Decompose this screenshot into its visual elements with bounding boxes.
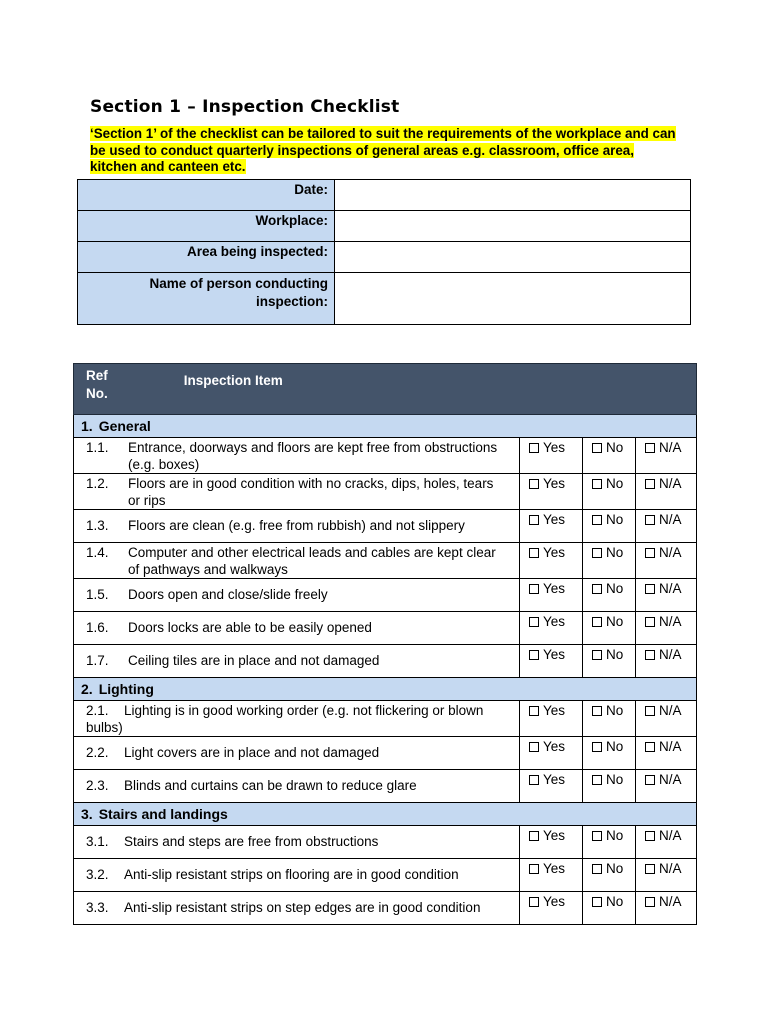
- item-description: Light covers are in place and not damaged: [124, 745, 380, 760]
- no-checkbox[interactable]: [592, 584, 602, 594]
- item-description: Floors are clean (e.g. free from rubbish) and not slippery: [128, 518, 465, 533]
- item-ref: 1.5.: [86, 587, 109, 602]
- checklist-row: [74, 438, 697, 474]
- inspection-item-cell: [74, 859, 520, 892]
- option-label: N/A: [659, 647, 682, 662]
- item-description: Anti-slip resistant strips on flooring are in good condition: [124, 867, 459, 882]
- option-label: Yes: [543, 894, 566, 909]
- na-checkbox-cell: [636, 474, 697, 510]
- yes-checkbox-cell: [520, 543, 583, 579]
- yes-checkbox-cell: [520, 612, 583, 645]
- no-checkbox-cell: [583, 701, 636, 737]
- option-label: N/A: [659, 581, 682, 596]
- checklist-row: [74, 826, 697, 859]
- area-label: Area being inspected:: [78, 242, 335, 273]
- option-label: No: [606, 614, 624, 629]
- checklist-row: [74, 579, 697, 612]
- yes-checkbox-cell: [520, 826, 583, 859]
- yes-checkbox[interactable]: [529, 650, 539, 660]
- yes-checkbox-cell: [520, 770, 583, 803]
- no-checkbox[interactable]: [592, 548, 602, 558]
- checklist-row: [74, 892, 697, 925]
- option-label: N/A: [659, 545, 682, 560]
- item-ref: 3.3.: [86, 900, 109, 915]
- option-label: No: [606, 476, 624, 491]
- section-title-text: Lighting: [98, 681, 154, 697]
- option-label: No: [606, 512, 624, 527]
- item-description: Ceiling tiles are in place and not damaged: [128, 653, 380, 668]
- yes-checkbox[interactable]: [529, 897, 539, 907]
- no-checkbox[interactable]: [592, 864, 602, 874]
- inspection-item-cell: [74, 826, 520, 859]
- option-label: Yes: [543, 545, 566, 560]
- ref-no-header: [74, 364, 108, 403]
- inspection-item-cell: [74, 645, 520, 678]
- option-label: N/A: [659, 894, 682, 909]
- section-header-row: [74, 415, 697, 438]
- checklist-row: [74, 474, 697, 510]
- yes-checkbox[interactable]: [529, 443, 539, 453]
- na-checkbox-cell: [636, 543, 697, 579]
- checklist-row: [74, 770, 697, 803]
- checklist-header: [74, 364, 697, 415]
- option-label: Yes: [543, 828, 566, 843]
- inspection-item-cell: [74, 474, 520, 510]
- na-checkbox[interactable]: [645, 617, 655, 627]
- option-label: N/A: [659, 440, 682, 455]
- no-checkbox-cell: [583, 645, 636, 678]
- date-field[interactable]: [335, 180, 691, 211]
- item-description: Doors open and close/slide freely: [128, 587, 328, 602]
- option-label: N/A: [659, 476, 682, 491]
- section-header-row: [74, 678, 697, 701]
- yes-checkbox[interactable]: [529, 479, 539, 489]
- no-checkbox[interactable]: [592, 742, 602, 752]
- item-description: Computer and other electrical leads and cables are kept clear of pathways and walkways: [128, 545, 496, 577]
- info-row-workplace: [78, 211, 691, 242]
- item-ref: 1.2.: [86, 476, 109, 491]
- yes-checkbox[interactable]: [529, 831, 539, 841]
- na-checkbox-cell: [636, 579, 697, 612]
- yes-checkbox-cell: [520, 701, 583, 737]
- intro-highlight: ‘Section 1’ of the checklist can be tailored to suit the requirements of the workplace and can be used to conduct quarterly inspections of general areas e.g. classroom, office area, kitchen and canteen etc.: [90, 126, 676, 174]
- option-label: N/A: [659, 772, 682, 787]
- ref-header-line1: Ref: [86, 368, 108, 383]
- section-header-row: [74, 803, 697, 826]
- option-label: Yes: [543, 581, 566, 596]
- person-label-text: Name of person conducting inspection:: [149, 276, 328, 309]
- na-checkbox[interactable]: [645, 584, 655, 594]
- no-checkbox-cell: [583, 543, 636, 579]
- info-row-person: [78, 273, 691, 325]
- option-label: No: [606, 861, 624, 876]
- option-label: Yes: [543, 476, 566, 491]
- no-checkbox[interactable]: [592, 897, 602, 907]
- section-title-text: Stairs and landings: [98, 806, 228, 822]
- ref-header-line2: No.: [86, 386, 108, 401]
- item-ref: 2.1.: [86, 703, 109, 718]
- no-checkbox-cell: [583, 510, 636, 543]
- option-label: Yes: [543, 703, 566, 718]
- na-checkbox-cell: [636, 645, 697, 678]
- section-number: 2.: [81, 681, 93, 697]
- no-checkbox-cell: [583, 859, 636, 892]
- item-ref: 1.4.: [86, 545, 109, 560]
- option-label: N/A: [659, 828, 682, 843]
- na-checkbox[interactable]: [645, 742, 655, 752]
- inspection-item-cell: [74, 701, 520, 737]
- yes-checkbox[interactable]: [529, 584, 539, 594]
- no-checkbox-cell: [583, 579, 636, 612]
- section-title: Section 1 – Inspection Checklist: [90, 97, 400, 117]
- item-description: Floors are in good condition with no cracks, dips, holes, tears or rips: [128, 476, 494, 508]
- option-label: Yes: [543, 739, 566, 754]
- option-label: Yes: [543, 614, 566, 629]
- inspection-item-cell: [74, 510, 520, 543]
- item-description: Doors locks are able to be easily opened: [128, 620, 372, 635]
- no-checkbox-cell: [583, 737, 636, 770]
- checklist-row: [74, 510, 697, 543]
- option-label: No: [606, 545, 624, 560]
- option-label: Yes: [543, 512, 566, 527]
- workplace-field[interactable]: [335, 211, 691, 242]
- no-checkbox[interactable]: [592, 650, 602, 660]
- na-checkbox-cell: [636, 701, 697, 737]
- yes-checkbox-cell: [520, 645, 583, 678]
- item-ref: 2.3.: [86, 778, 109, 793]
- item-ref: 3.1.: [86, 834, 109, 849]
- inspection-info-table: [77, 179, 691, 325]
- no-checkbox[interactable]: [592, 617, 602, 627]
- option-label: No: [606, 440, 624, 455]
- option-label: No: [606, 647, 624, 662]
- no-checkbox-cell: [583, 826, 636, 859]
- na-checkbox-cell: [636, 826, 697, 859]
- item-ref: 2.2.: [86, 745, 109, 760]
- na-checkbox-cell: [636, 892, 697, 925]
- option-label: No: [606, 772, 624, 787]
- section-header: [74, 678, 697, 701]
- no-checkbox[interactable]: [592, 706, 602, 716]
- item-description: Entrance, doorways and floors are kept free from obstructions (e.g. boxes): [128, 440, 498, 472]
- item-ref: 1.3.: [86, 518, 109, 533]
- no-checkbox[interactable]: [592, 831, 602, 841]
- yes-checkbox[interactable]: [529, 742, 539, 752]
- na-checkbox[interactable]: [645, 775, 655, 785]
- item-ref: 1.7.: [86, 653, 109, 668]
- no-checkbox-cell: [583, 612, 636, 645]
- item-description: Lighting is in good working order (e.g. not flickering or blown bulbs): [86, 703, 484, 735]
- date-label: Date:: [78, 180, 335, 211]
- section-number: 3.: [81, 806, 93, 822]
- option-label: No: [606, 828, 624, 843]
- item-description: Stairs and steps are free from obstructions: [124, 834, 379, 849]
- person-label: [78, 273, 335, 325]
- option-label: Yes: [543, 772, 566, 787]
- option-label: Yes: [543, 440, 566, 455]
- checklist-row: [74, 701, 697, 737]
- info-row-date: [78, 180, 691, 211]
- no-checkbox-cell: [583, 474, 636, 510]
- option-label: No: [606, 739, 624, 754]
- inspection-item-cell: [74, 892, 520, 925]
- yes-checkbox-cell: [520, 892, 583, 925]
- inspection-item-cell: [74, 579, 520, 612]
- inspection-checklist-table: [73, 363, 697, 925]
- yes-checkbox[interactable]: [529, 617, 539, 627]
- na-checkbox-cell: [636, 770, 697, 803]
- option-label: N/A: [659, 703, 682, 718]
- checklist-row: [74, 612, 697, 645]
- no-checkbox-cell: [583, 438, 636, 474]
- option-label: No: [606, 581, 624, 596]
- na-checkbox[interactable]: [645, 515, 655, 525]
- yes-checkbox[interactable]: [529, 548, 539, 558]
- yes-checkbox[interactable]: [529, 864, 539, 874]
- no-checkbox[interactable]: [592, 443, 602, 453]
- inspection-item-cell: [74, 543, 520, 579]
- item-ref: 1.1.: [86, 440, 109, 455]
- option-label: N/A: [659, 512, 682, 527]
- na-checkbox-cell: [636, 612, 697, 645]
- option-label: N/A: [659, 614, 682, 629]
- inspection-item-cell: [74, 770, 520, 803]
- na-checkbox[interactable]: [645, 443, 655, 453]
- item-description: Anti-slip resistant strips on step edges are in good condition: [124, 900, 481, 915]
- option-label: Yes: [543, 861, 566, 876]
- na-checkbox-cell: [636, 737, 697, 770]
- no-checkbox[interactable]: [592, 515, 602, 525]
- yes-checkbox[interactable]: [529, 775, 539, 785]
- na-checkbox-cell: [636, 438, 697, 474]
- na-checkbox[interactable]: [645, 831, 655, 841]
- checklist-header-row: [74, 364, 697, 415]
- no-checkbox-cell: [583, 892, 636, 925]
- area-field[interactable]: [335, 242, 691, 273]
- inspection-item-cell: [74, 737, 520, 770]
- item-description: Blinds and curtains can be drawn to reduce glare: [124, 778, 417, 793]
- item-ref: 3.2.: [86, 867, 109, 882]
- section-header: [74, 803, 697, 826]
- na-checkbox-cell: [636, 510, 697, 543]
- na-checkbox[interactable]: [645, 706, 655, 716]
- yes-checkbox-cell: [520, 474, 583, 510]
- checklist-row: [74, 645, 697, 678]
- yes-checkbox[interactable]: [529, 706, 539, 716]
- yes-checkbox[interactable]: [529, 515, 539, 525]
- workplace-label: Workplace:: [78, 211, 335, 242]
- option-label: N/A: [659, 861, 682, 876]
- no-checkbox[interactable]: [592, 479, 602, 489]
- option-label: No: [606, 894, 624, 909]
- na-checkbox[interactable]: [645, 548, 655, 558]
- option-label: No: [606, 703, 624, 718]
- checklist-row: [74, 543, 697, 579]
- na-checkbox[interactable]: [645, 479, 655, 489]
- option-label: N/A: [659, 739, 682, 754]
- person-field[interactable]: [335, 273, 691, 325]
- na-checkbox[interactable]: [645, 650, 655, 660]
- yes-checkbox-cell: [520, 859, 583, 892]
- info-row-area: [78, 242, 691, 273]
- na-checkbox[interactable]: [645, 864, 655, 874]
- yes-checkbox-cell: [520, 579, 583, 612]
- inspection-item-cell: [74, 612, 520, 645]
- section-number: 1.: [81, 418, 93, 434]
- inspection-item-header: Inspection Item: [183, 373, 283, 388]
- checklist-row: [74, 859, 697, 892]
- na-checkbox[interactable]: [645, 897, 655, 907]
- intro-text: [90, 126, 680, 176]
- na-checkbox-cell: [636, 859, 697, 892]
- section-header: [74, 415, 697, 438]
- no-checkbox-cell: [583, 770, 636, 803]
- yes-checkbox-cell: [520, 438, 583, 474]
- no-checkbox[interactable]: [592, 775, 602, 785]
- section-title-text: General: [98, 418, 151, 434]
- checklist-row: [74, 737, 697, 770]
- yes-checkbox-cell: [520, 737, 583, 770]
- option-label: Yes: [543, 647, 566, 662]
- inspection-item-cell: [74, 438, 520, 474]
- yes-checkbox-cell: [520, 510, 583, 543]
- item-ref: 1.6.: [86, 620, 109, 635]
